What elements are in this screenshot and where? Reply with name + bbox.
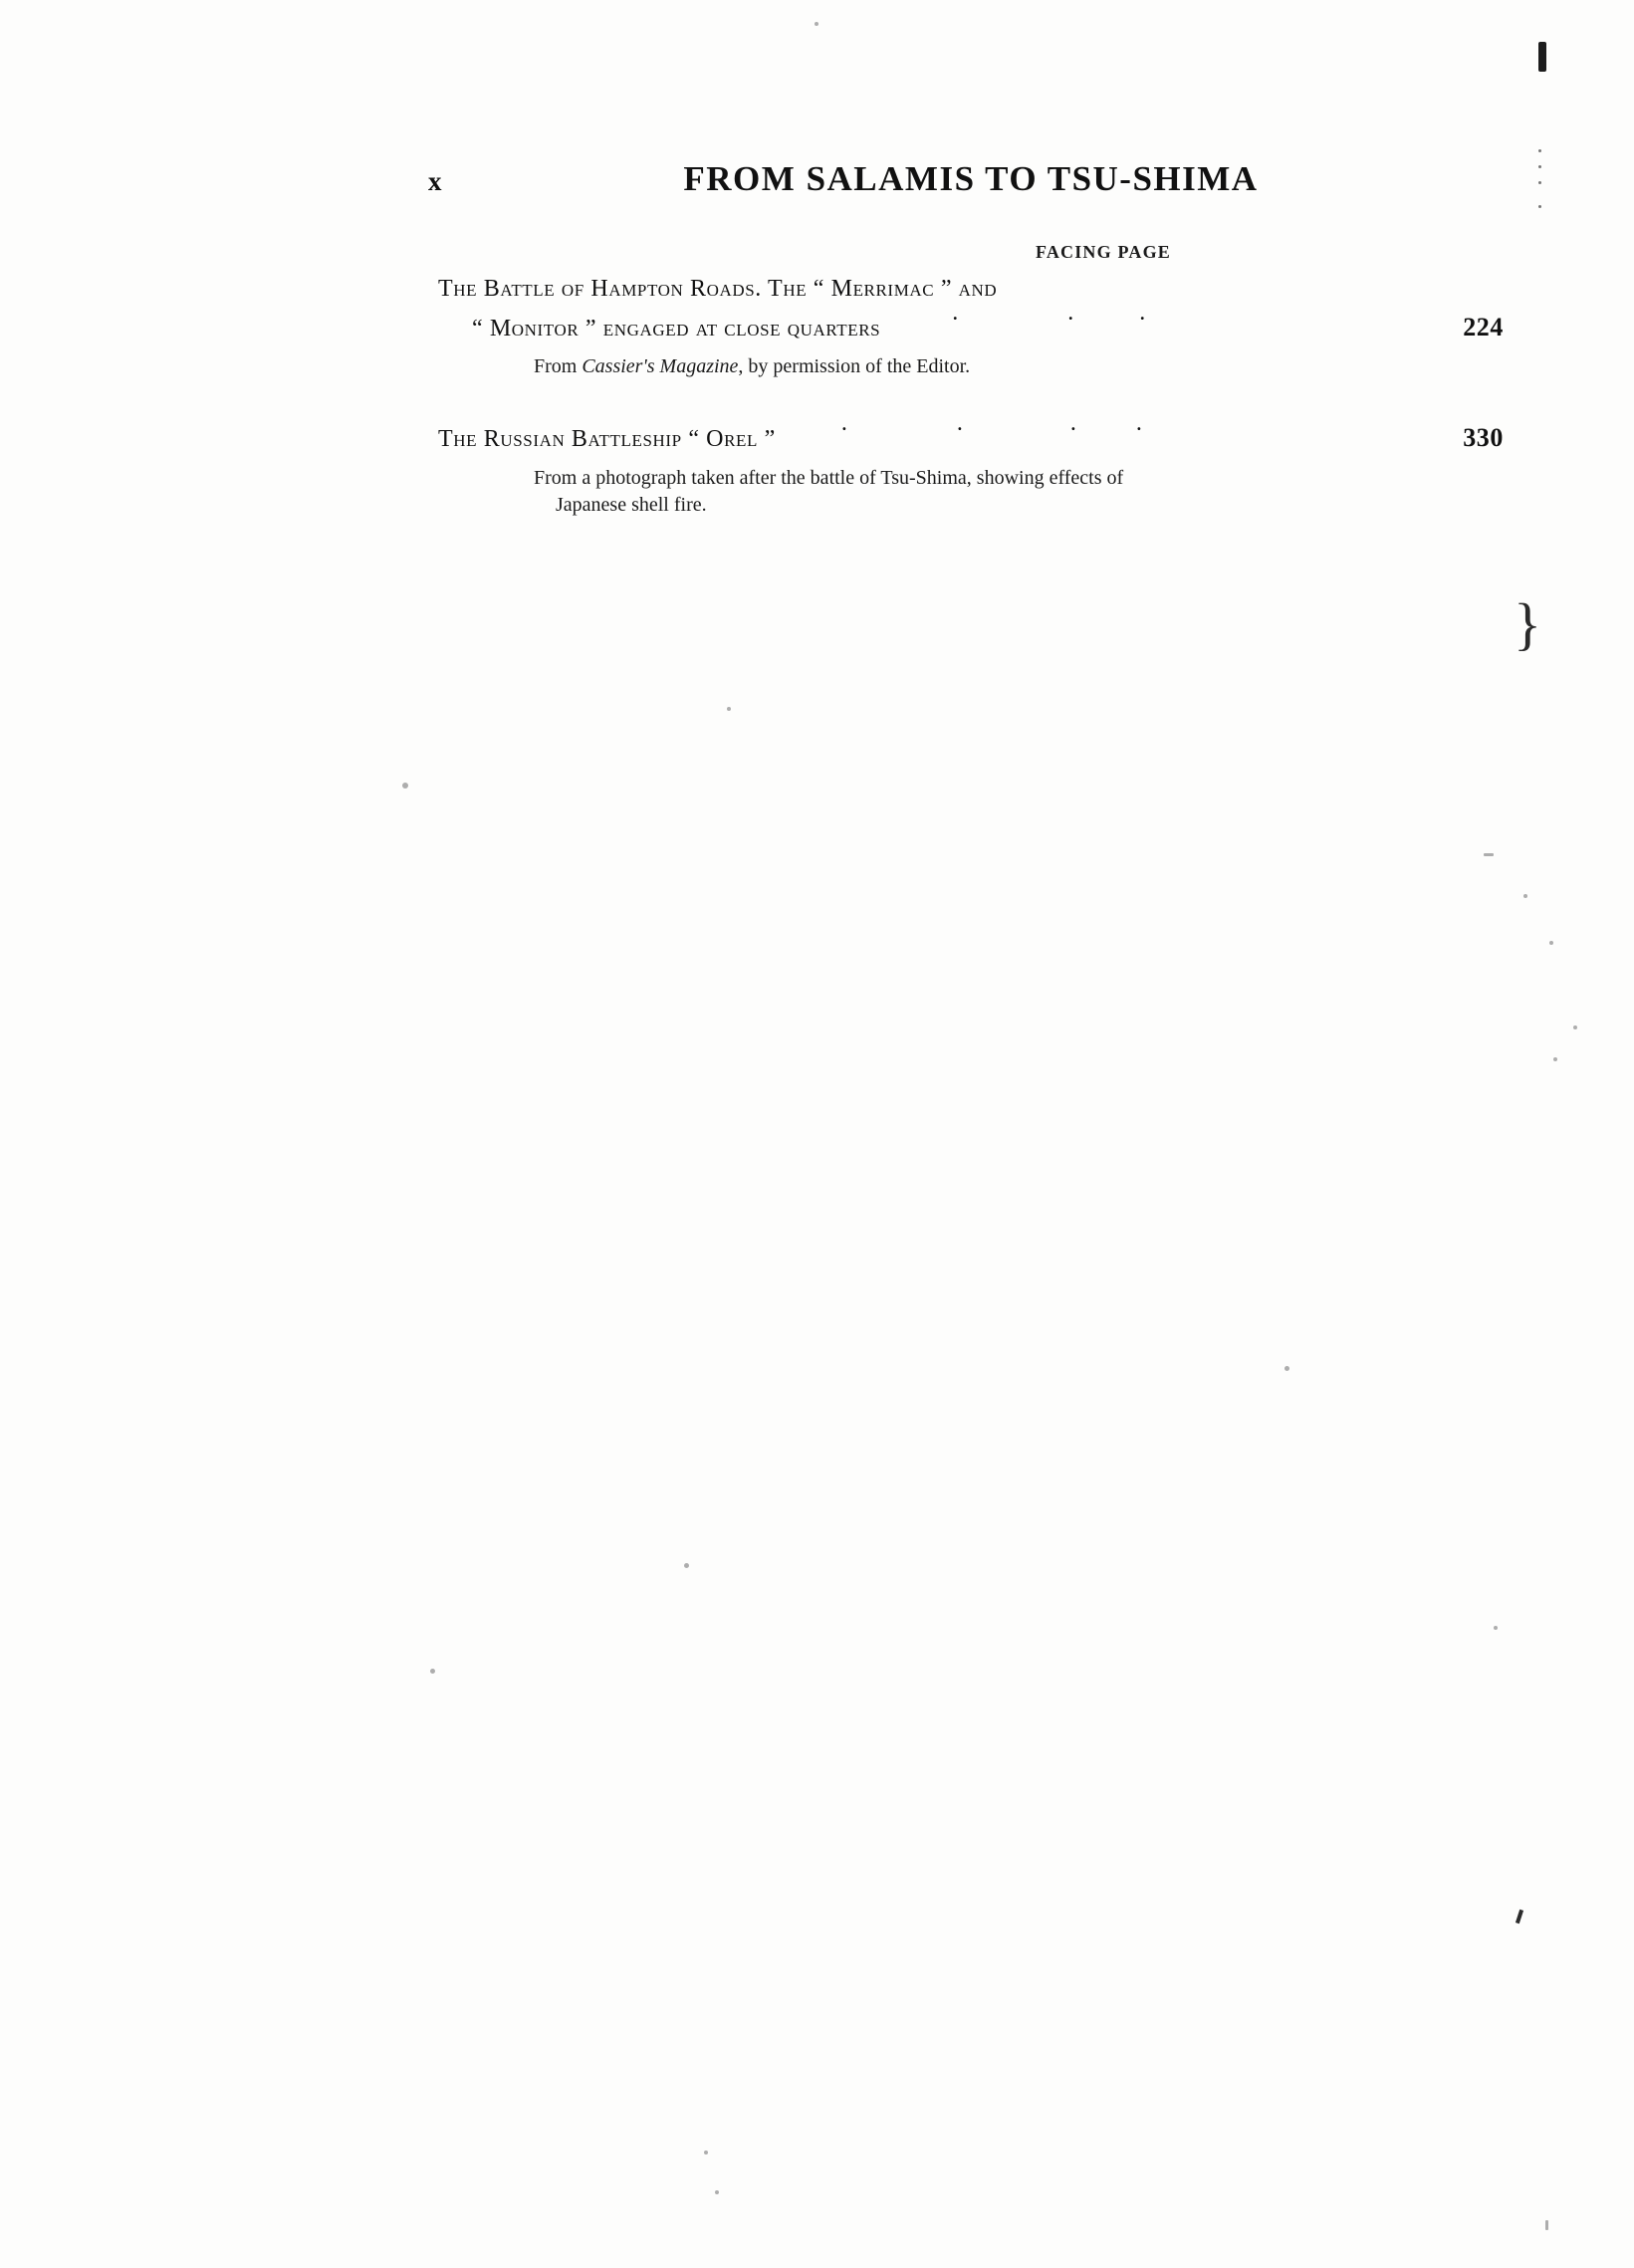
scan-artifact-tick [1516, 1910, 1523, 1925]
scan-speck [1523, 894, 1527, 898]
illustration-source-note [438, 465, 1410, 519]
list-of-illustrations [438, 271, 1504, 527]
scan-speck [704, 2151, 708, 2155]
page-number: 224 [1463, 313, 1504, 342]
scan-speck [1553, 1057, 1557, 1061]
illustration-title-cont: “ Monitor ” engaged at close quarters [472, 316, 881, 342]
dot-leaders: . . . . [840, 409, 1143, 436]
entry-spacer [438, 388, 1504, 418]
scan-speck [1573, 1025, 1577, 1029]
page-header [428, 159, 1484, 199]
folio-number: x [428, 166, 442, 196]
list-item [438, 271, 1504, 380]
scan-artifact-dot-column [1538, 149, 1542, 259]
scan-speck [1484, 853, 1494, 856]
scan-speck [402, 783, 408, 789]
illustration-title: The Russian Battleship “ Orel ” [438, 426, 776, 453]
note-second-line: Japanese shell fire. [556, 493, 707, 516]
page-number: 330 [1463, 423, 1504, 453]
scan-speck [727, 707, 731, 711]
running-title: FROM SALAMIS TO TSU-SHIMA [683, 159, 1259, 198]
note-prefix: From a photograph taken after the battle of Tsu-Shima, showing effects of [534, 466, 1124, 489]
illustration-title-line [438, 271, 1504, 308]
scan-speck [715, 2190, 719, 2194]
note-prefix: From [534, 355, 583, 378]
scan-artifact-top-mark [1538, 42, 1546, 72]
dot-leaders: . . . [952, 299, 1146, 326]
illustration-source-note [438, 353, 1410, 380]
scan-speck [430, 1669, 435, 1674]
illustration-title-line [438, 409, 1504, 458]
scan-speck [1549, 941, 1553, 945]
note-suffix: , by permission of the Editor. [738, 355, 971, 378]
scan-artifact-brace: } [1514, 591, 1541, 656]
scan-speck [684, 1563, 689, 1568]
scan-speck [1284, 1366, 1289, 1371]
illustration-title-line-2 [438, 299, 1504, 347]
scan-speck [815, 22, 818, 26]
list-item [438, 409, 1504, 518]
scan-speck [1494, 1626, 1498, 1630]
scan-speck [1545, 2220, 1548, 2230]
note-italic: Cassier's Magazine [582, 355, 739, 378]
facing-page-label: FACING PAGE [1035, 242, 1171, 262]
illustration-title: The Battle of Hampton Roads. The “ Merrimac ” and [438, 276, 998, 302]
